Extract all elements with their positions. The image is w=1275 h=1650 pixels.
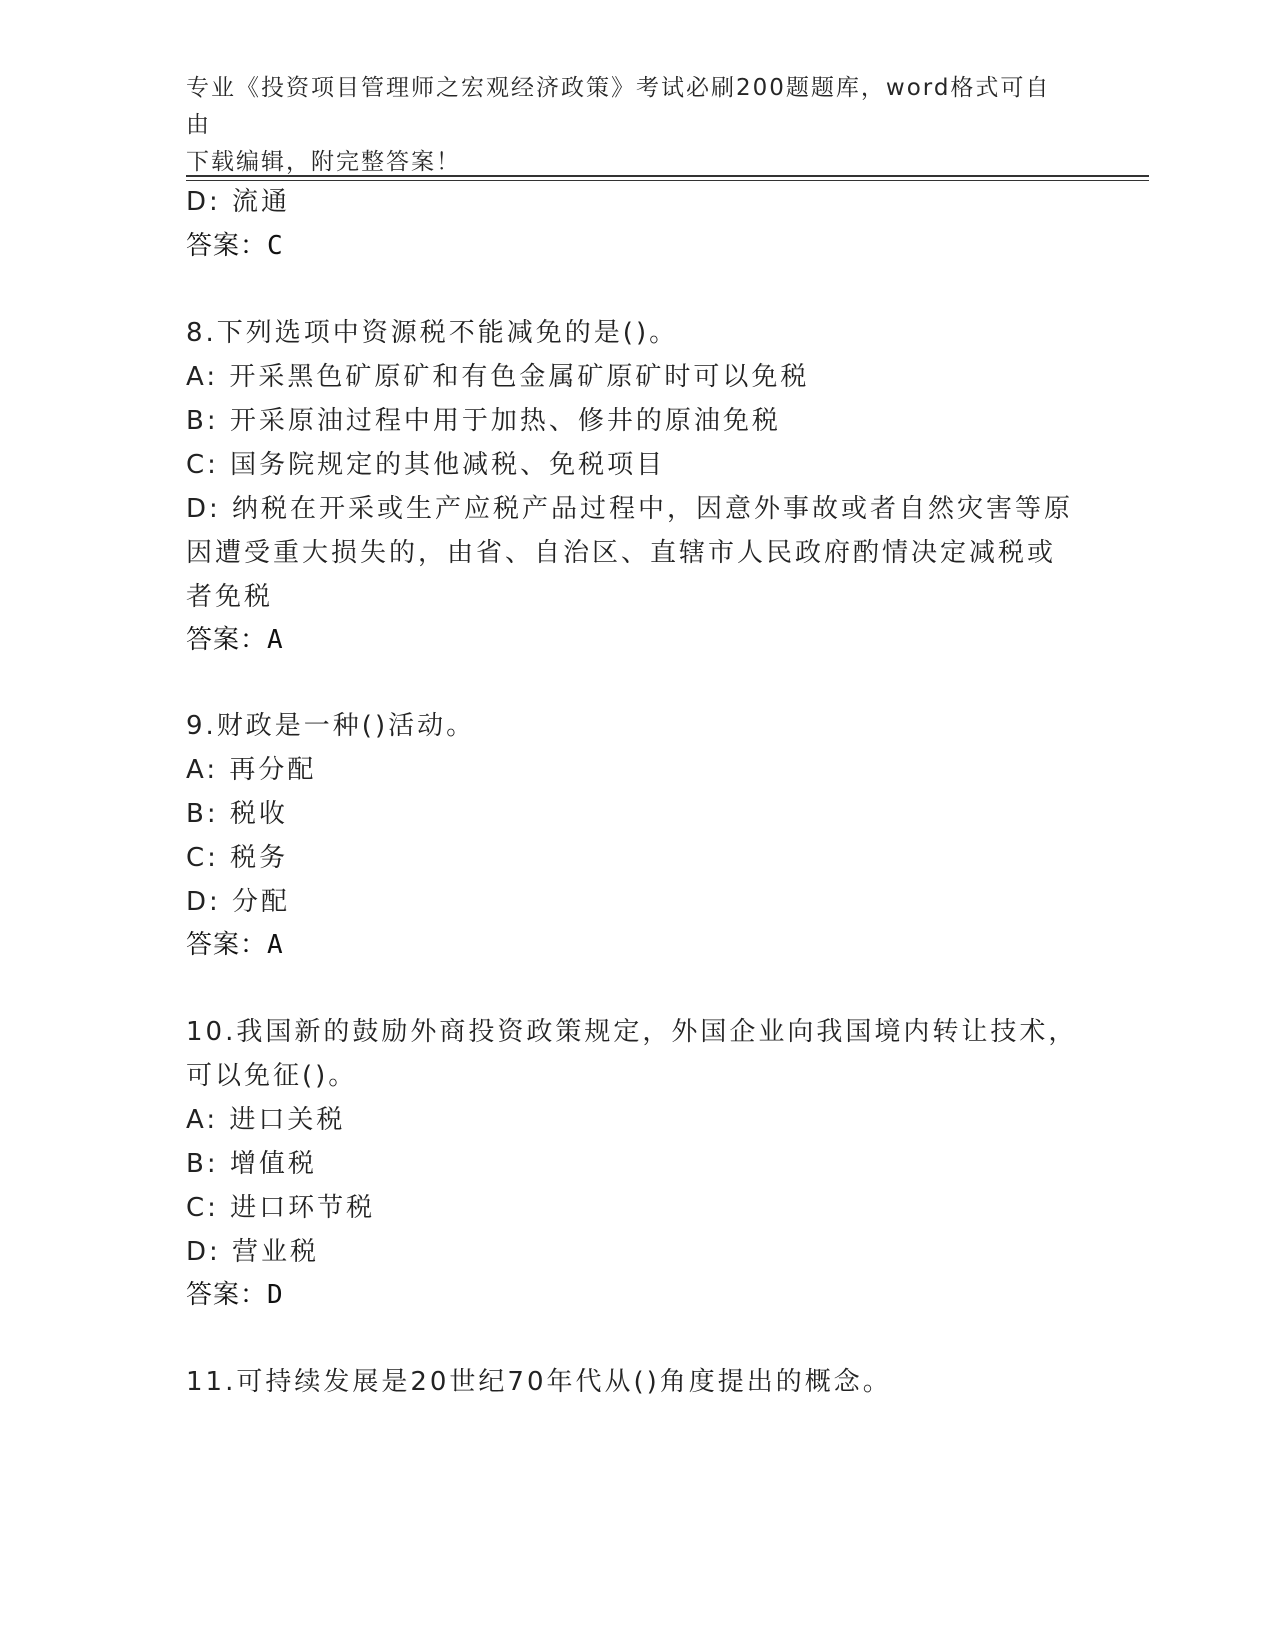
q11-question: 11.可持续发展是20世纪70年代从()角度提出的概念。 <box>186 1367 892 1397</box>
header-rule-thin <box>186 180 1149 181</box>
q10-option-a: A: 进口关税 <box>186 1105 346 1135</box>
q9-answer <box>186 927 283 963</box>
header-line-1: 专业《投资项目管理师之宏观经济政策》考试必刷200题题库，word格式可自由 <box>186 75 1051 138</box>
q10-option-d: D: 营业税 <box>186 1237 320 1267</box>
q7-option-d: D: 流通 <box>186 187 291 217</box>
q8-option-d-line-1: D: 纳税在开采或生产应税产品过程中，因意外事故或者自然灾害等原 <box>186 494 1074 524</box>
q9-option-d: D: 分配 <box>186 887 291 917</box>
answer-value: D <box>267 1280 283 1310</box>
q10-question-line-2: 可以免征()。 <box>186 1061 358 1091</box>
q9-question: 9.财政是一种()活动。 <box>186 711 476 741</box>
answer-label: 答案： <box>186 930 268 960</box>
q8-question: 8.下列选项中资源税不能减免的是()。 <box>186 318 679 348</box>
q9-option-a: A: 再分配 <box>186 755 317 785</box>
document-header <box>186 70 1066 181</box>
answer-label: 答案： <box>186 231 268 261</box>
answer-label: 答案： <box>186 1280 268 1310</box>
q9-option-c: C: 税务 <box>186 843 289 873</box>
answer-value: A <box>267 930 283 960</box>
q10-question-line-1: 10.我国新的鼓励外商投资政策规定，外国企业向我国境内转让技术， <box>186 1017 1078 1047</box>
q8-option-b: B: 开采原油过程中用于加热、修井的原油免税 <box>186 406 781 436</box>
q10-answer <box>186 1277 283 1313</box>
q7-answer <box>186 228 283 264</box>
header-rule-thick <box>186 175 1149 177</box>
answer-value: A <box>267 625 283 655</box>
answer-value: C <box>267 231 283 261</box>
q8-answer <box>186 622 283 658</box>
q8-option-c: C: 国务院规定的其他减税、免税项目 <box>186 450 666 480</box>
q8-option-a: A: 开采黑色矿原矿和有色金属矿原矿时可以免税 <box>186 362 810 392</box>
q10-option-b: B: 增值税 <box>186 1149 317 1179</box>
q9-option-b: B: 税收 <box>186 799 288 829</box>
answer-label: 答案： <box>186 625 268 655</box>
header-line-2: 下载编辑，附完整答案！ <box>186 149 461 175</box>
q8-option-d-line-3: 者免税 <box>186 582 274 612</box>
q8-option-d-line-2: 因遭受重大损失的，由省、自治区、直辖市人民政府酌情决定减税或 <box>186 538 1057 568</box>
q10-option-c: C: 进口环节税 <box>186 1193 376 1223</box>
